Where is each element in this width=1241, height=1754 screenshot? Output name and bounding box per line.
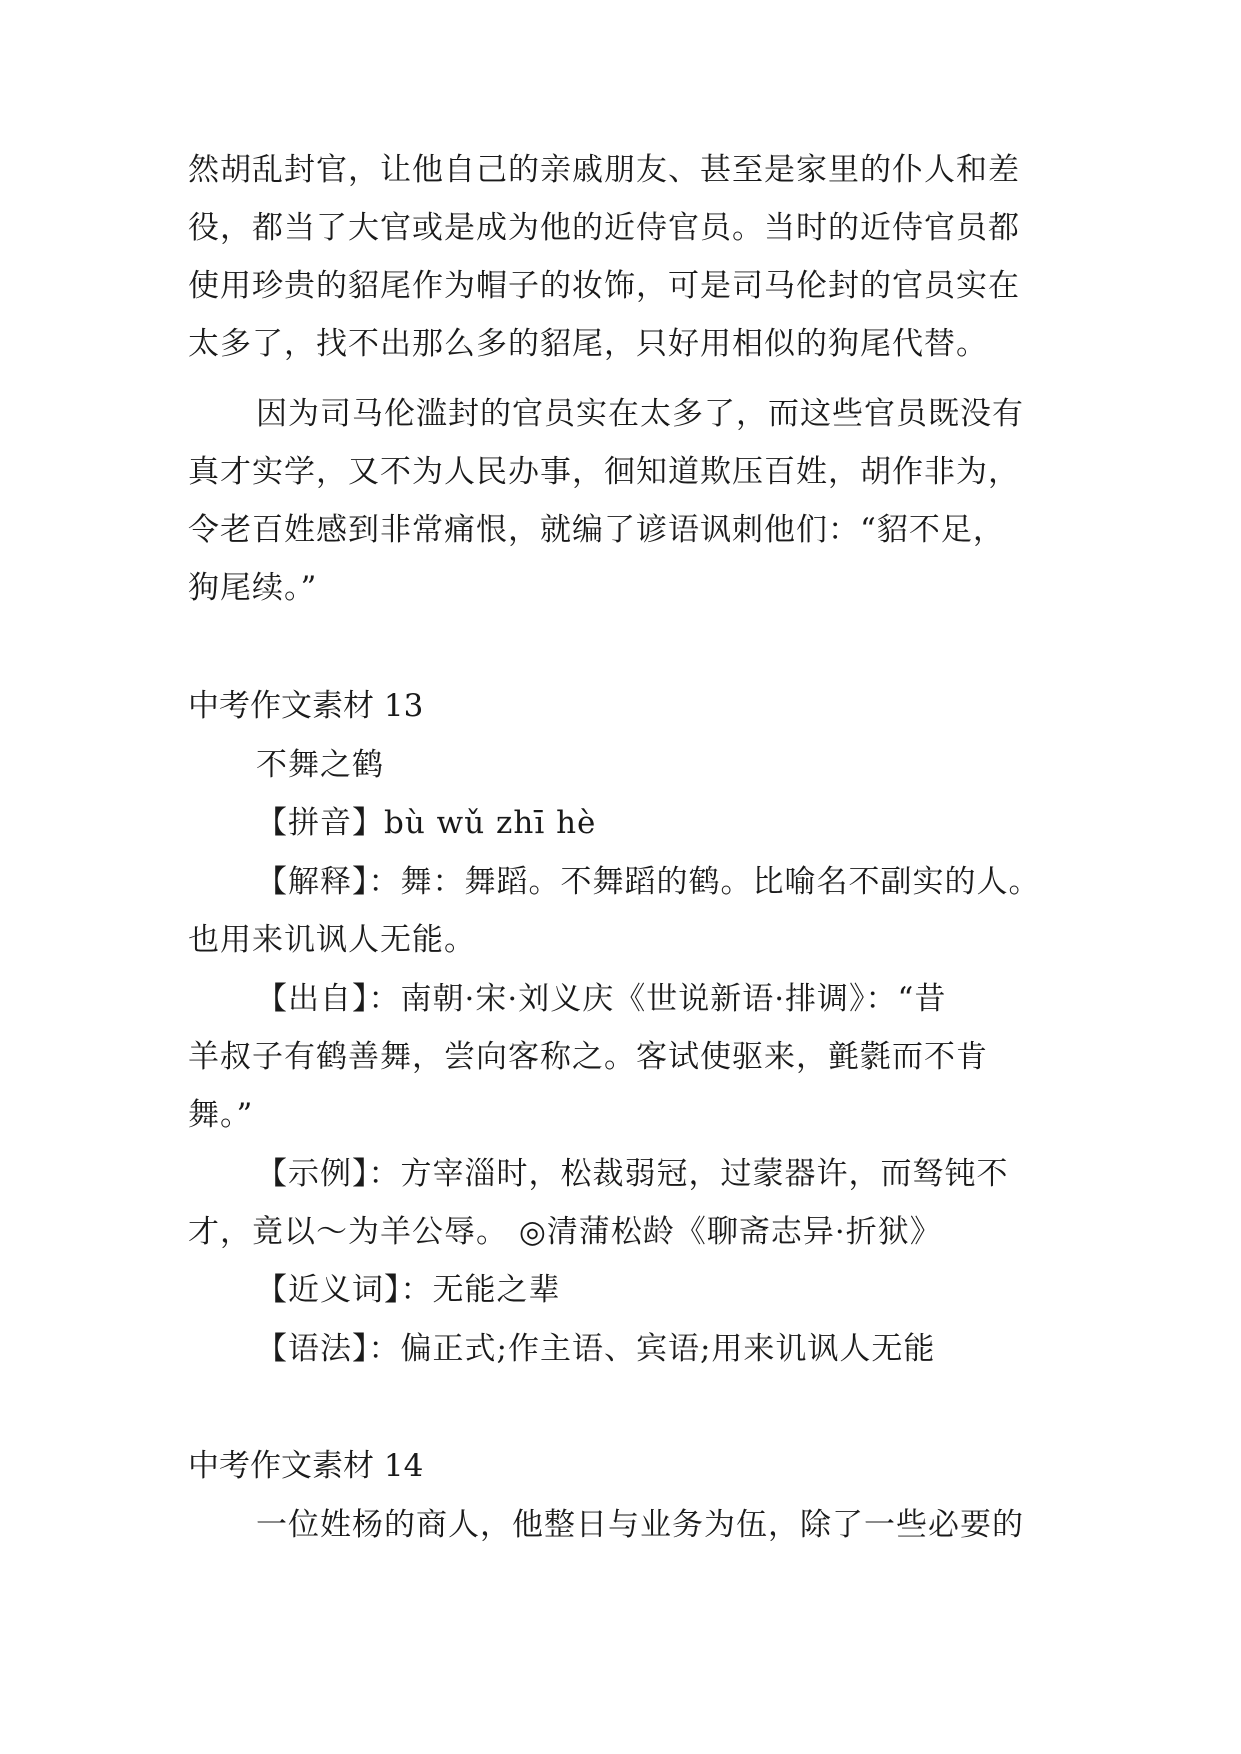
body-text-line: 太多了，找不出那么多的貂尾，只好用相似的狗尾代替。	[188, 326, 988, 362]
body-text-line: 然胡乱封官，让他自己的亲戚朋友、甚至是家里的仆人和差	[188, 152, 1020, 188]
body-text-line: 真才实学，又不为人民办事，徊知道欺压百姓，胡作非为，	[188, 454, 1020, 490]
paragraph-first-line: 一位姓杨的商人，他整日与业务为伍，除了一些必要的	[256, 1507, 1024, 1543]
body-text-line: 狗尾续。”	[188, 570, 318, 606]
body-text-line: 也用来讥讽人无能。	[188, 922, 476, 958]
body-text-line: 舞。”	[188, 1097, 254, 1133]
body-text-line: 羊叔子有鹤善舞，尝向客称之。客试使驱来，氃氋而不肯	[188, 1039, 988, 1075]
body-text-line: 役，都当了大官或是成为他的近侍官员。当时的近侍官员都	[188, 210, 1020, 246]
synonym-line: 【近义词】：无能之辈	[256, 1272, 561, 1308]
idiom-title: 不舞之鹤	[256, 747, 384, 783]
grammar-line: 【语法】：偏正式;作主语、宾语;用来讥讽人无能	[256, 1331, 936, 1367]
pinyin-line: 【拼音】bù wǔ zhī hè	[256, 805, 597, 841]
section-heading: 中考作文素材 14	[188, 1448, 424, 1484]
source-line: 【出自】：南朝·宋·刘义庆《世说新语·排调》：“昔	[256, 981, 947, 1017]
explanation-line: 【解释】：舞：舞蹈。不舞蹈的鹤。比喻名不副实的人。	[256, 864, 1041, 900]
body-text-line: 使用珍贵的貂尾作为帽子的妆饰，可是司马伦封的官员实在	[188, 268, 1020, 304]
example-line: 【示例】：方宰淄时，松裁弱冠，过蒙器许，而驽钝不	[256, 1156, 1009, 1192]
section-heading: 中考作文素材 13	[188, 688, 424, 724]
body-text-line: 才，竟以～为羊公辱。 ◎清蒲松龄《聊斋志异·折狱》	[188, 1214, 942, 1250]
body-text-line: 令老百姓感到非常痛恨，就编了谚语讽刺他们：“貂不足，	[188, 512, 1005, 548]
paragraph-first-line: 因为司马伦滥封的官员实在太多了，而这些官员既没有	[256, 396, 1024, 432]
